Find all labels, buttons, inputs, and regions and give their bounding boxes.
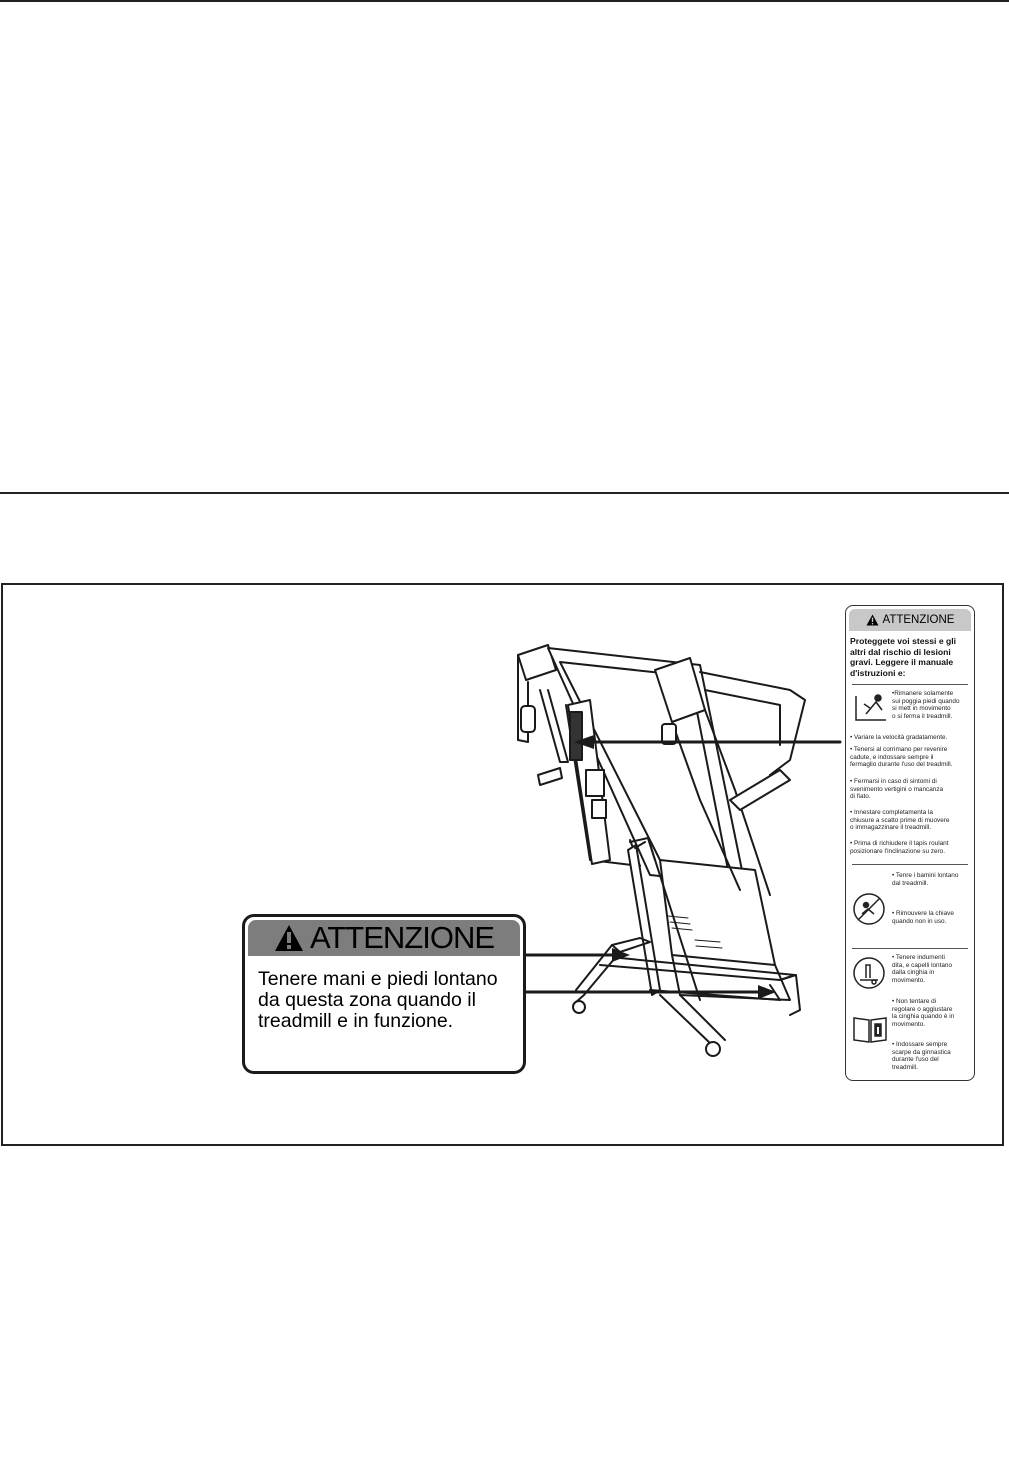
safety-instructions-label <box>845 605 975 1081</box>
side-warning-title: ATTENZIONE <box>882 614 955 626</box>
instruction-item: • Rimouvere la chiave quando non in uso. <box>892 910 954 925</box>
moving-belt-hand-icon <box>852 956 886 990</box>
instruction-item: •Rimanere solamente sui poggia piedi quando si mett in movimento o si ferma il treadmill. <box>892 690 960 720</box>
separator <box>852 948 968 949</box>
instruction-item: • Tenere indumenti dita, e capelli lontano dalla cinghia in movimento. <box>892 954 953 984</box>
manual-book-icon <box>852 1014 888 1044</box>
separator <box>852 684 968 685</box>
warning-title: ATTENZIONE <box>309 920 495 955</box>
instruction-item: • Prima di richiudere il tapis roulant posizionare l'inclinazione su zero. <box>850 840 949 855</box>
instruction-item: • Tenersi al corrimano per revenire cadute, e indossare sempre il fermaglio durante l'uso del treadmill. <box>850 746 953 769</box>
warning-triangle-icon <box>274 924 304 952</box>
instruction-item: • Non tentare di regolare o agglustare la cinghia quando è in movimento. <box>892 998 955 1028</box>
instruction-item: • Tenre i bamini lontano dal treadmill. <box>892 872 959 887</box>
instruction-item: • Innestare completamenta la chiusure a scatto prime di muovere o immagazzinare il treadmill. <box>850 809 950 832</box>
side-warning-header <box>849 609 971 631</box>
instruction-item: • Variare la velocità gradatamente. <box>850 734 948 741</box>
instruction-item: • Indossare sempre scarpe da ginnastica durante l'uso del treadmill. <box>892 1041 951 1071</box>
falling-person-icon <box>852 692 890 724</box>
side-warning-intro: Proteggete voi stessi e gli altri dal rischio di lesioni gravi. Leggere il manuale d'istruzioni e: <box>850 636 957 678</box>
no-children-icon <box>852 892 886 926</box>
separator <box>852 864 968 865</box>
warning-header <box>248 920 520 956</box>
warning-triangle-icon <box>866 614 879 626</box>
warning-message: Tenere mani e piedi lontano da questa zona quando il treadmill e in funzione. <box>258 968 498 1032</box>
instruction-item: • Fermarsi in caso di sintomi di svenimento vertigini o mancanza di fiato. <box>850 778 944 801</box>
pinch-hazard-warning-label <box>242 914 526 1074</box>
